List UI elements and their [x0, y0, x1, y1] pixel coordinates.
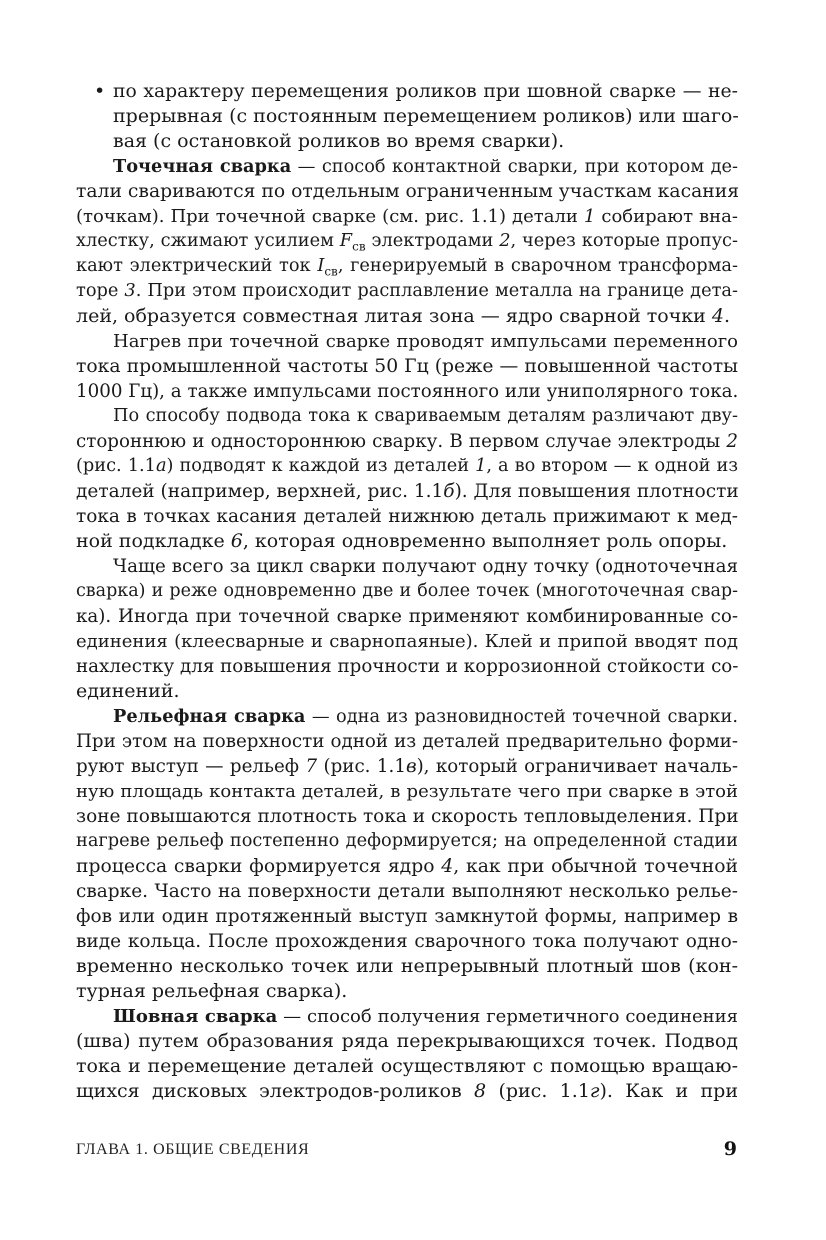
text-line: торе 3. При этом происходит расплавление металла на границе дета-: [76, 281, 739, 301]
text-line: Чаще всего за цикл сварки получают одну точку (одноточечная: [113, 556, 738, 577]
running-footer-chapter: ГЛАВА 1. ОБЩИЕ СВЕДЕНИЯ: [76, 1141, 310, 1158]
text-line: 1000 Гц), а также импульсами постоянного или униполярного тока.: [76, 381, 739, 402]
text-line: нахлестку для повышения прочности и коррозионной стойкости со-: [76, 656, 739, 677]
text-line: хлестку, сжимают усилием $F_{св}$ электродами 2, через которые пропус-: [76, 231, 738, 254]
text-line: тали свариваются по отдельным ограниченным участкам касания: [76, 181, 740, 202]
text-line: лей, образуется совместная литая зона — ядро сварной точки 4.: [76, 305, 731, 327]
text-line: процесса сварки формируется ядро 4, как при обычной точечной: [76, 856, 738, 877]
text-line: прерывная (с постоянным перемещением роликов) или шаго-: [113, 105, 739, 127]
text-line: зоне повышаются плотность тока и скорость тепловыделения. При: [76, 806, 739, 827]
term-projection-welding: Рельефная сварка: [113, 706, 306, 727]
text-line: нагреве рельеф постепенно деформируется; на определенной стадии: [76, 831, 738, 851]
term-seam-welding: Шовная сварка: [113, 1006, 278, 1027]
text-line: (точкам). При точечной сварке (см. рис. 1.1) детали 1 собирают вна-: [76, 206, 738, 227]
text-line: кают электрический ток $I_{св}$, генерируемый в сварочном трансформа-: [76, 256, 738, 279]
paragraph-seam-welding: Шовная сварка — способ получения герметичного соединения: [113, 1006, 738, 1027]
paragraph-projection-welding: Рельефная сварка — одна из разновидностей точечной сварки.: [113, 706, 738, 727]
text-line: виде кольца. После прохождения сварочного тока получают одно-: [76, 931, 738, 952]
bullet-marker: •: [94, 80, 106, 102]
text-line: тока и перемещение деталей осуществляют с помощью вращаю-: [76, 1055, 738, 1077]
text-line: турная рельефная сварка).: [76, 980, 348, 1002]
term-point-welding: Точечная сварка: [113, 156, 292, 177]
text-line: По способу подвода тока к свариваемым деталям различают дву-: [113, 406, 738, 426]
text-line: временно несколько точек или непрерывный плотный шов (кон-: [76, 955, 738, 977]
text-line: стороннюю и одностороннюю сварку. В первом случае электроды 2: [76, 431, 738, 452]
paragraph-point-welding: Точечная сварка — способ контактной сварки, при котором де-: [113, 156, 738, 177]
text-line: по характеру перемещения роликов при шовной сварке — не-: [113, 81, 738, 102]
text-line: тока промышленной частоты 50 Гц (реже — повышенной частоты: [76, 356, 738, 377]
text-line: вая (с остановкой роликов во время сварки).: [113, 130, 565, 152]
text-line: деталей (например, верхней, рис. 1.1б). Для повышения плотности: [76, 481, 739, 502]
text-line: При этом на поверхности одной из деталей предварительно форми-: [76, 731, 738, 752]
text-line: ной подкладке 6, которая одновременно выполняет роль опоры.: [76, 530, 728, 552]
text-line: сварка) и реже одновременно две и более точек (многоточечная свар-: [76, 581, 738, 601]
page-number: 9: [723, 1138, 737, 1160]
text-line: Нагрев при точечной сварке проводят импульсами переменного: [113, 331, 738, 352]
text-line: (рис. 1.1а) подводят к каждой из деталей 1, а во втором — к одной из: [76, 456, 738, 476]
text-line: руют выступ — рельеф 7 (рис. 1.1в), который ограничивает началь-: [76, 756, 738, 777]
text-line: щихся дисковых электродов-роликов 8 (рис. 1.1г). Как и при: [76, 1080, 738, 1102]
text-line: единений.: [76, 680, 180, 702]
text-line: (шва) путем образования ряда перекрывающихся точек. Подвод: [76, 1030, 738, 1052]
text-line: ка). Иногда при точечной сварке применяют комбинированные со-: [76, 606, 738, 627]
text-line: тока в точках касания деталей нижнюю деталь прижимают к мед-: [76, 506, 738, 527]
text-line: фов или один протяженный выступ замкнутой формы, например в: [76, 906, 738, 927]
text-line: ную площадь контакта деталей, в результате чего при сварке в этой: [76, 781, 738, 802]
text-line: сварке. Часто на поверхности детали выполняют несколько релье-: [76, 881, 738, 902]
text-line: единения (клеесварные и сварнопаяные). Клей и припой вводят под: [76, 631, 738, 652]
